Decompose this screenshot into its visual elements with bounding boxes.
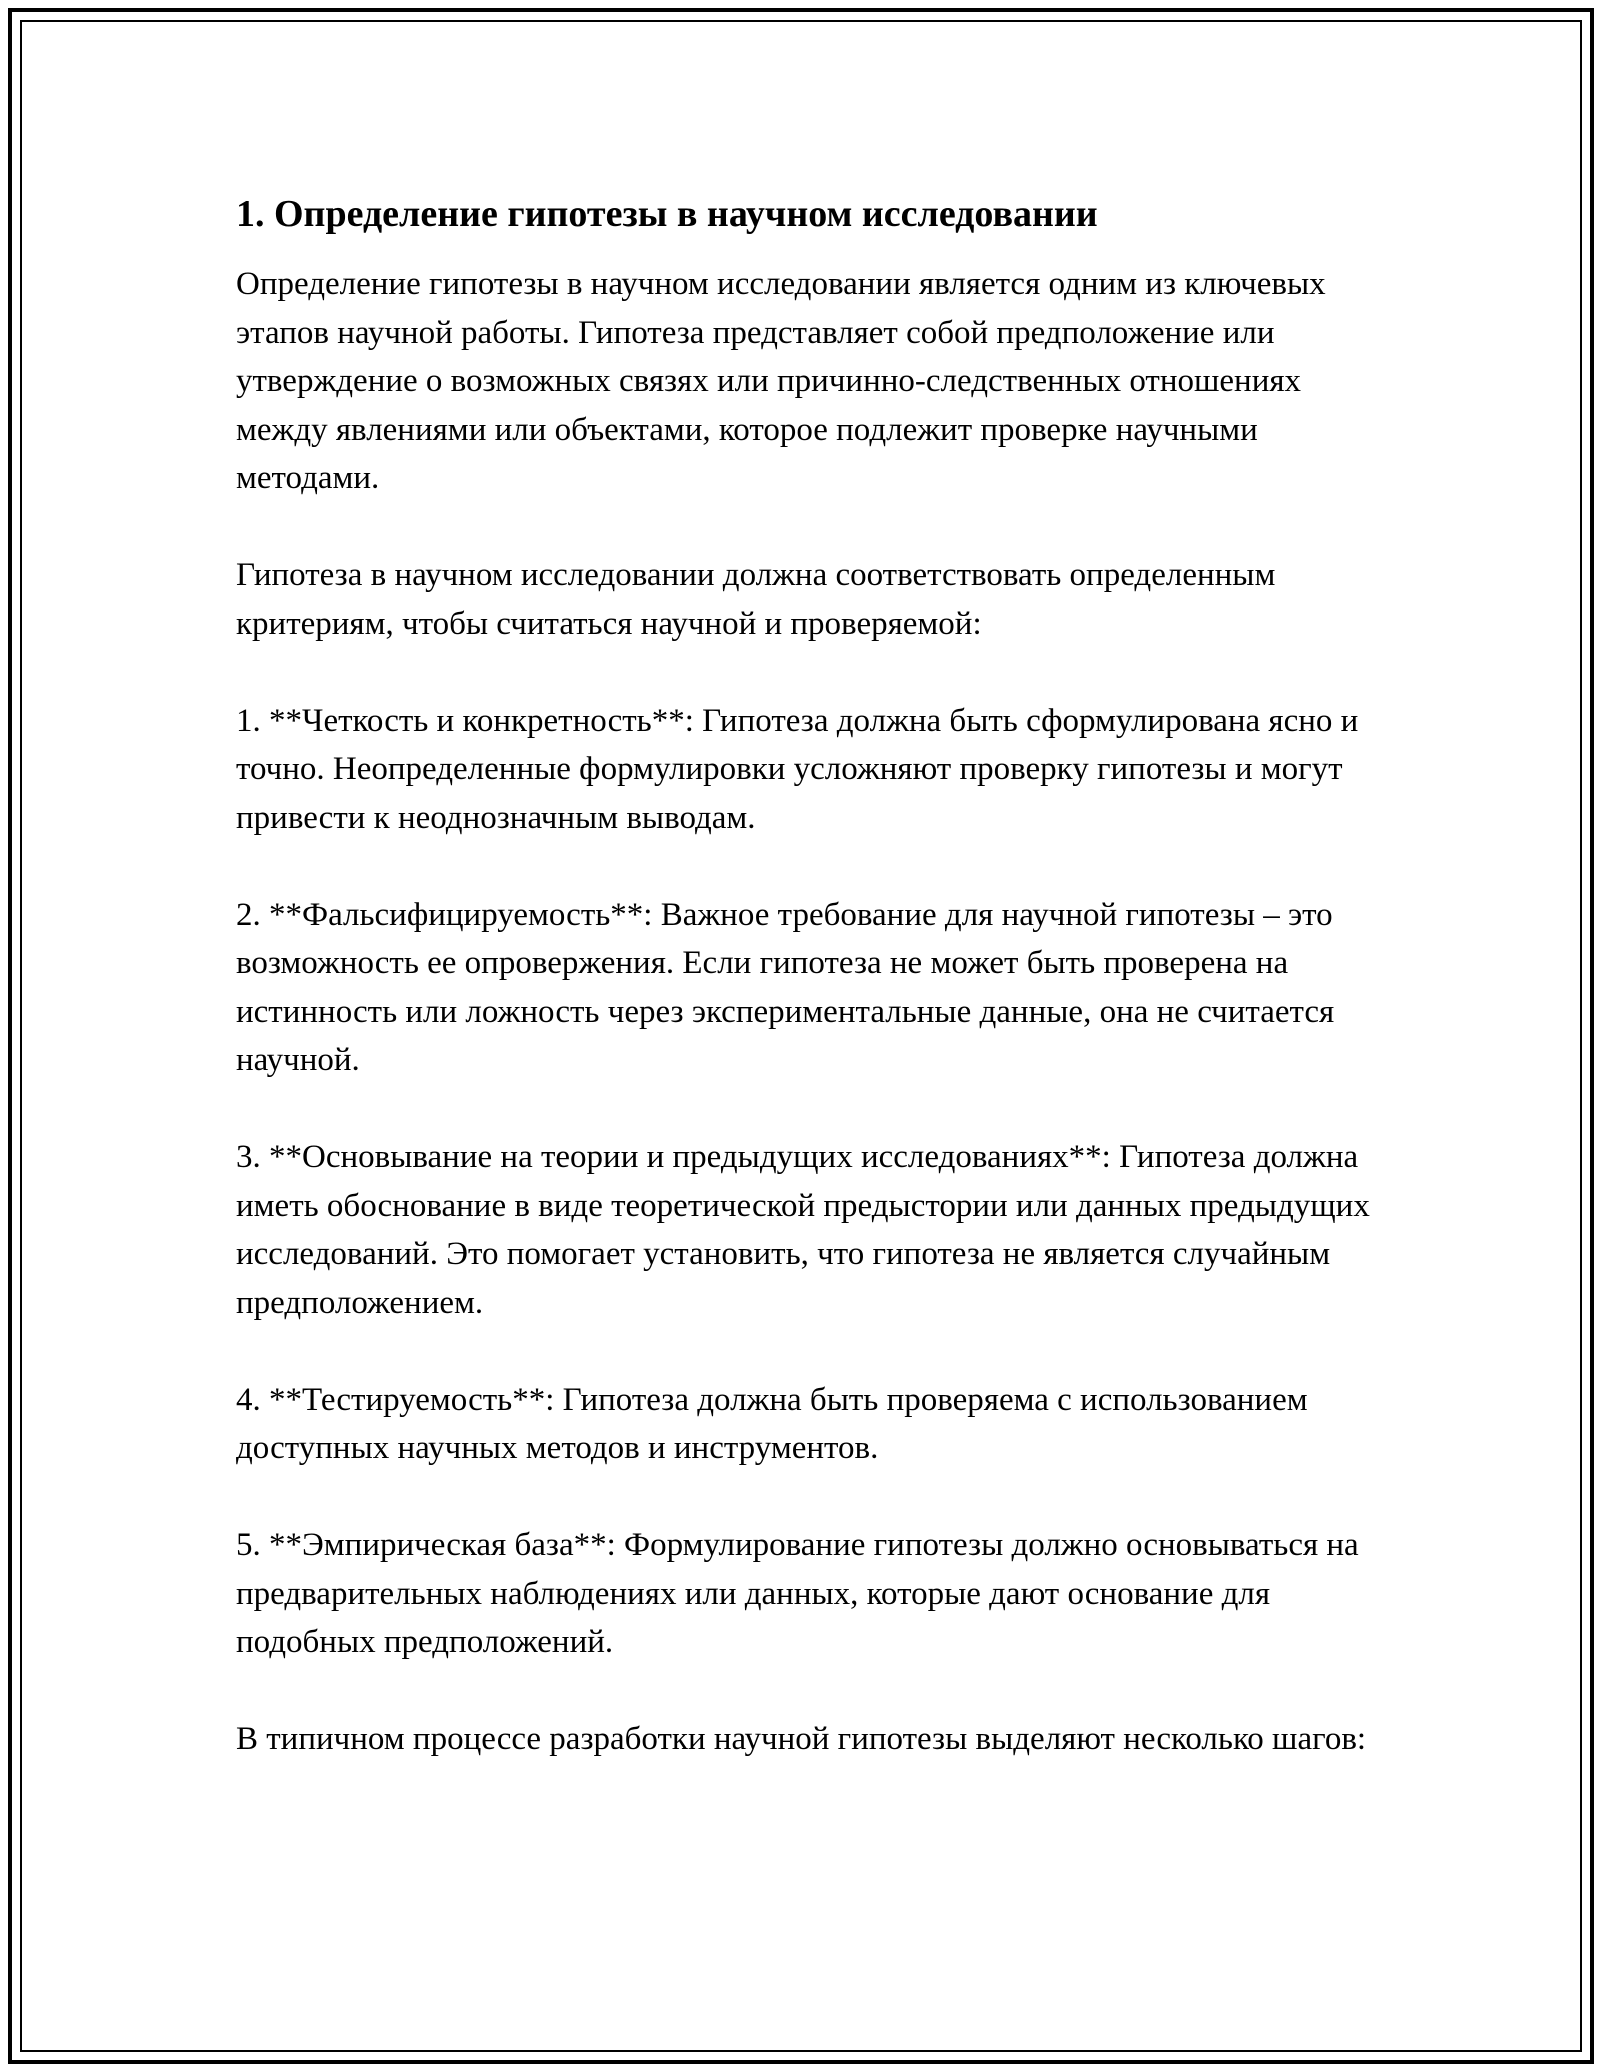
criterion-item: 2. **Фальсифицируемость**: Важное требование для научной гипотезы – это возможность ее опровержения. Если гипотеза не может быть проверена на истинность или ложность через экспериментальные данные, она не считается научной. (236, 896, 1335, 1078)
criteria-intro-paragraph: Гипотеза в научном исследовании должна соответствовать определенным критериям, чтобы считаться научной и проверяемой: (236, 557, 1276, 642)
document-body (236, 190, 1386, 1764)
criterion-item: 4. **Тестируемость**: Гипотеза должна быть проверяема с использованием доступных научных методов и инструментов. (236, 1381, 1308, 1466)
criterion-item: 1. **Четкость и конкретность**: Гипотеза должна быть сформулирована ясно и точно. Неопределенные формулировки усложняют проверку гипотезы и могут привести к неоднозначным выводам. (236, 702, 1359, 836)
closing-paragraph: В типичном процессе разработки научной гипотезы выделяют несколько шагов: (236, 1721, 1367, 1757)
section-heading: 1. Определение гипотезы в научном исследовании (236, 193, 1098, 235)
criterion-item: 5. **Эмпирическая база**: Формулирование гипотезы должно основываться на предварительных наблюдениях или данных, которые дают основание для подобных предположений. (236, 1527, 1359, 1660)
criterion-item: 3. **Основывание на теории и предыдущих исследованиях**: Гипотеза должна иметь обоснование в виде теоретической предыстории или данных предыдущих исследований. Это помогает установить, что гипотеза не является случайным предположением. (236, 1139, 1370, 1321)
intro-paragraph: Определение гипотезы в научном исследовании является одним из ключевых этапов научной работы. Гипотеза представляет собой предположение или утверждение о возможных связях или причинно-следственных отношениях между явлениями или объектами, которое подлежит проверке научными методами. (236, 266, 1326, 496)
